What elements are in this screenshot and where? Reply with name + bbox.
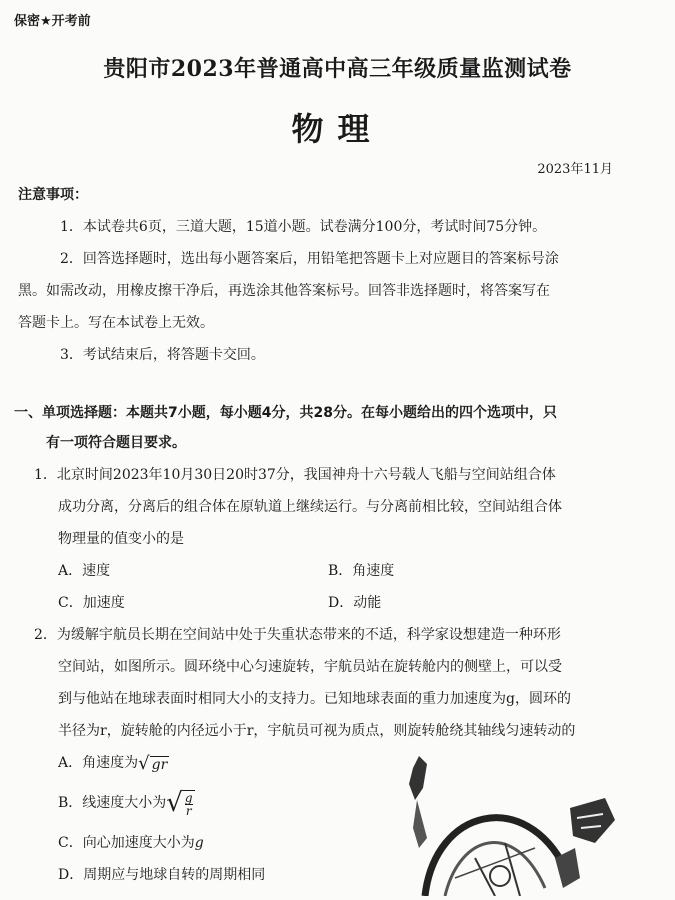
section-heading-line-2: 有一项符合题目要求。 <box>46 435 186 451</box>
notice-line-2: 2．回答选择题时，选出每小题答案后，用铅笔把答题卡上对应题目的答案标号涂 <box>60 251 559 267</box>
ring-station-figure <box>405 748 625 896</box>
q2-option-c <box>58 832 204 852</box>
notice-line-5: 3．考试结束后，将答题卡交回。 <box>60 347 265 363</box>
confidential-label: 保密★开考前 <box>14 14 91 29</box>
notice-line-1: 1．本试卷共6页，三道大题，15道小题。试卷满分100分，考试时间75分钟。 <box>60 219 547 235</box>
exam-date: 2023年11月 <box>537 162 613 177</box>
sqrt-gr-radicand: gr <box>151 756 168 773</box>
q1-option-b: B．角速度 <box>328 563 395 579</box>
q1-option-c: C．加速度 <box>58 595 125 611</box>
q1-option-d: D．动能 <box>328 595 382 611</box>
subject-title: 物理 <box>291 110 384 148</box>
notice-line-3: 黑。如需改动，用橡皮擦干净后，再选涂其他答案标号。回答非选择题时，将答案写在 <box>18 283 550 299</box>
sqrt-gr: √ gr <box>138 752 168 774</box>
q2-option-a <box>58 752 169 774</box>
sqrt-g-over-r: √ $\frac{g}{r}$ <box>166 788 193 818</box>
q2-line-4: 半径为r，旋转舱的内径远小于r，宇航员可视为质点，则旋转舱绕其轴线匀速转动的 <box>58 723 576 739</box>
q2-option-b <box>58 788 195 818</box>
section-heading-line-1: 一、单项选择题：本题共7小题，每小题4分，共28分。在每小题给出的四个选项中，只 <box>14 405 557 421</box>
q1-line-1: 1．北京时间2023年10月30日20时37分，我国神舟十六号载人飞船与空间站组合体 <box>34 467 556 483</box>
q2-line-2: 空间站，如图所示。圆环绕中心匀速旋转，宇航员站在旋转舱内的侧壁上，可以受 <box>58 659 562 675</box>
space-station-illustration <box>405 748 625 896</box>
q2-option-a-text: A．角速度为 <box>58 755 139 771</box>
notice-line-4: 答题卡上。写在本试卷上无效。 <box>18 315 214 331</box>
exam-title: 贵阳市2023年普通高中高三年级质量监测试卷 <box>103 56 572 82</box>
q2-line-1: 2．为缓解宇航员长期在空间站中处于失重状态带来的不适，科学家设想建造一种环形 <box>34 627 561 643</box>
q1-option-a: A．速度 <box>58 563 111 579</box>
q1-line-3: 物理量的值变小的是 <box>58 531 184 547</box>
q2-option-c-math: g <box>194 835 204 851</box>
fraction-numerator: g <box>184 790 193 805</box>
fraction-denominator: r <box>185 803 192 818</box>
notice-heading: 注意事项： <box>18 187 88 203</box>
q2-option-b-text: B．线速度大小为 <box>58 795 167 811</box>
q1-line-2: 成功分离，分离后的组合体在原轨道上继续运行。与分离前相比较，空间站组合体 <box>58 499 562 515</box>
q2-option-d: D．周期应与地球自转的周期相同 <box>58 867 266 883</box>
q2-line-3: 到与他站在地球表面时相同大小的支持力。已知地球表面的重力加速度为g，圆环的 <box>58 691 571 707</box>
q2-option-c-text: C．向心加速度大小为 <box>58 835 195 851</box>
